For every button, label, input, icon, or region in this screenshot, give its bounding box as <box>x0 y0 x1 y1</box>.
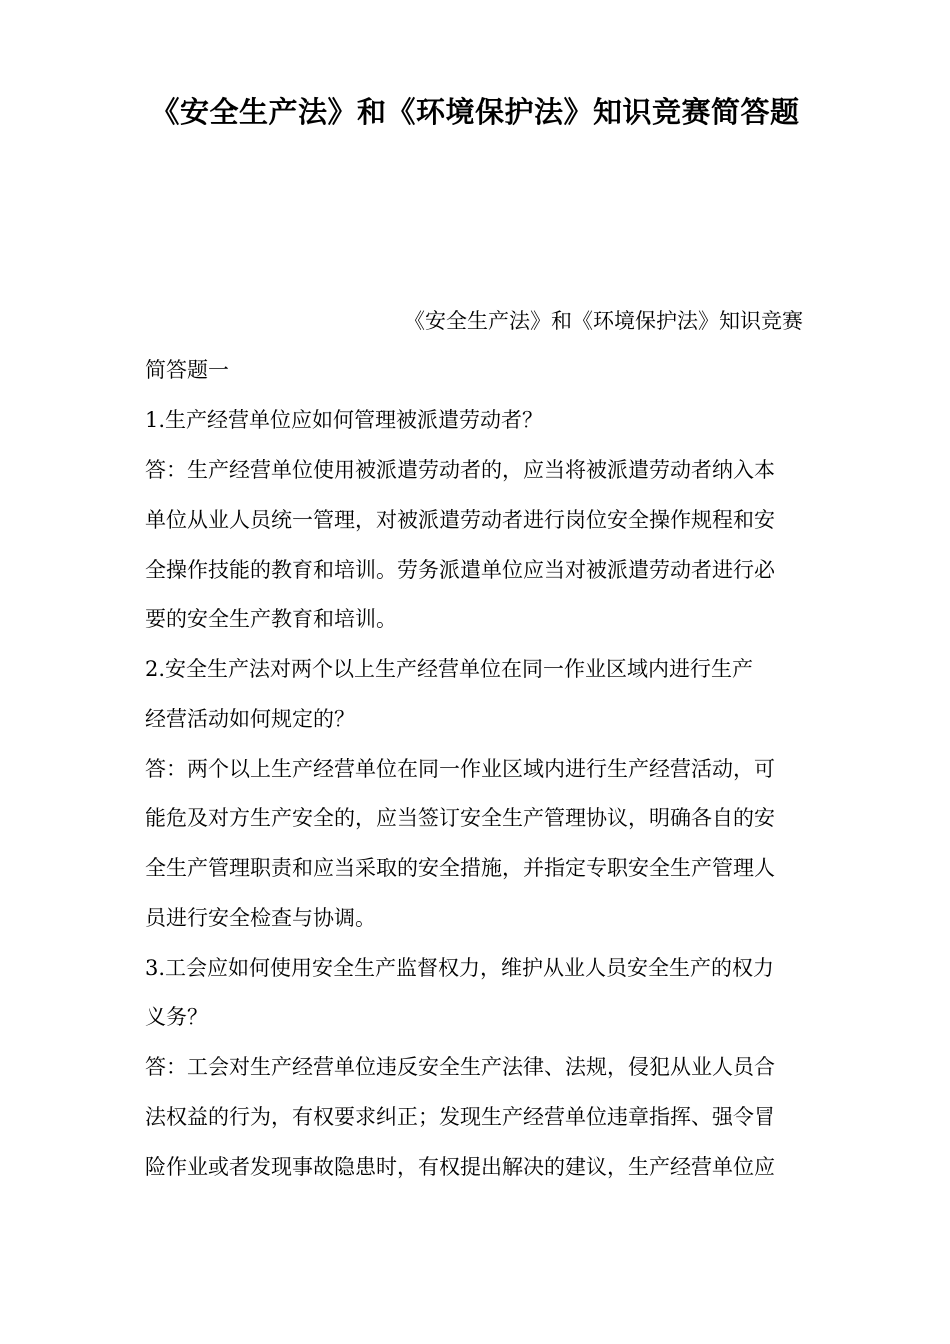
answer-1-line-1: 答：生产经营单位使用被派遣劳动者的，应当将被派遣劳动者纳入本 <box>145 458 775 482</box>
answer-1-line-3: 全操作技能的教育和培训。劳务派遣单位应当对被派遣劳动者进行必 <box>145 558 775 582</box>
answer-3-line-1: 答：工会对生产经营单位违反安全生产法律、法规，侵犯从业人员合 <box>145 1055 775 1079</box>
answer-3-line-3: 险作业或者发现事故隐患时，有权提出解决的建议，生产经营单位应 <box>145 1155 775 1179</box>
question-2-line-1: 2.安全生产法对两个以上生产经营单位在同一作业区域内进行生产 <box>145 657 754 681</box>
answer-2-line-2: 能危及对方生产安全的，应当签订安全生产管理协议，明确各自的安 <box>145 806 775 830</box>
answer-2-line-1: 答：两个以上生产经营单位在同一作业区域内进行生产经营活动，可 <box>145 757 775 781</box>
answer-1-line-2: 单位从业人员统一管理，对被派遣劳动者进行岗位安全操作规程和安 <box>145 508 775 532</box>
question-1: 1.生产经营单位应如何管理被派遣劳动者？ <box>145 408 544 432</box>
answer-3-line-2: 法权益的行为，有权要求纠正；发现生产经营单位违章指挥、强令冒 <box>145 1105 775 1129</box>
question-3-line-1: 3.工会应如何使用安全生产监督权力，维护从业人员安全生产的权力 <box>145 956 775 980</box>
document-title: 《安全生产法》和《环境保护法》知识竞赛简答题 <box>150 95 800 129</box>
answer-2-line-3: 全生产管理职责和应当采取的安全措施，并指定专职安全生产管理人 <box>145 856 775 880</box>
answer-1-line-4: 要的安全生产教育和培训。 <box>145 607 397 631</box>
section-heading: 简答题一 <box>145 358 229 382</box>
question-3-line-2: 义务？ <box>145 1005 208 1029</box>
answer-2-line-4: 员进行安全检查与协调。 <box>145 906 376 930</box>
question-2-line-2: 经营活动如何规定的？ <box>145 707 355 731</box>
subtitle-line: 《安全生产法》和《环境保护法》知识竞赛 <box>404 309 803 333</box>
